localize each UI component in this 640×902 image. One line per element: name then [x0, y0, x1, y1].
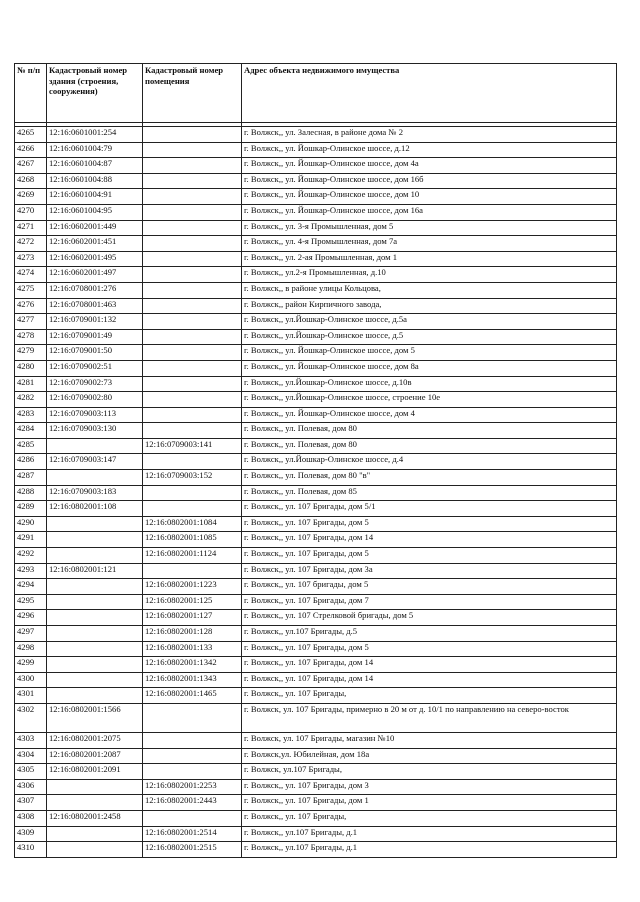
cell-address: г. Волжск,, ул. Йошкар-Олинское шоссе, д.12: [242, 142, 617, 158]
table-row: [15, 516, 617, 532]
cell-address: г. Волжск,, ул. 107 Бригады,: [242, 688, 617, 704]
cell-premises-cadastral: [143, 454, 242, 470]
table-row: [15, 532, 617, 548]
table-row: [15, 548, 617, 564]
cell-premises-cadastral: 12:16:0802001:125: [143, 594, 242, 610]
cell-address: г. Волжск,, ул. Полевая, дом 80: [242, 423, 617, 439]
table-row: [15, 703, 617, 732]
cell-premises-cadastral: 12:16:0802001:1084: [143, 516, 242, 532]
cell-address: г. Волжск,, ул. Йошкар-Олинское шоссе, дом 16б: [242, 173, 617, 189]
table-row: [15, 189, 617, 205]
table-row: [15, 779, 617, 795]
cell-number: 4304: [15, 748, 47, 764]
cell-building-cadastral: [47, 688, 143, 704]
cell-premises-cadastral: 12:16:0802001:2514: [143, 826, 242, 842]
header-building-cadastral: Кадастровый номер здания (строения, сооружения): [47, 64, 143, 123]
cell-address: г. Волжск, ул. 107 Бригады, примерно в 20 м от д. 10/1 по направлению на северо-восток: [242, 703, 617, 732]
table-row: [15, 267, 617, 283]
cell-address: г. Волжск,, ул. 107 Бригады, дом 7: [242, 594, 617, 610]
table-row: [15, 376, 617, 392]
cell-address: г. Волжск,, ул. Йошкар-Олинское шоссе, дом 4а: [242, 158, 617, 174]
cell-building-cadastral: [47, 438, 143, 454]
cell-building-cadastral: 12:16:0709003:183: [47, 485, 143, 501]
table-row: [15, 563, 617, 579]
cell-address: г. Волжск,ул. Юбилейная, дом 18а: [242, 748, 617, 764]
table-row: [15, 672, 617, 688]
cell-number: 4308: [15, 810, 47, 826]
cell-premises-cadastral: [143, 392, 242, 408]
table-row: [15, 579, 617, 595]
cell-building-cadastral: 12:16:0709001:49: [47, 329, 143, 345]
cell-address: г. Волжск,, ул.Йошкар-Олинское шоссе, строение 10е: [242, 392, 617, 408]
table-row: [15, 641, 617, 657]
table-row: [15, 173, 617, 189]
cell-premises-cadastral: 12:16:0709003:141: [143, 438, 242, 454]
cell-address: г. Волжск,, ул.107 Бригады, д.5: [242, 626, 617, 642]
cell-building-cadastral: [47, 779, 143, 795]
table-row: [15, 158, 617, 174]
header-number: № п/п: [15, 64, 47, 123]
cell-building-cadastral: 12:16:0802001:108: [47, 501, 143, 517]
cell-premises-cadastral: [143, 407, 242, 423]
cell-premises-cadastral: [143, 127, 242, 143]
cell-building-cadastral: [47, 594, 143, 610]
cell-number: 4268: [15, 173, 47, 189]
cell-premises-cadastral: [143, 158, 242, 174]
cell-building-cadastral: [47, 516, 143, 532]
cell-number: 4281: [15, 376, 47, 392]
cell-number: 4290: [15, 516, 47, 532]
cell-number: 4307: [15, 795, 47, 811]
cell-number: 4293: [15, 563, 47, 579]
cell-number: 4274: [15, 267, 47, 283]
table-row: [15, 236, 617, 252]
cell-address: г. Волжск,, ул. 3-я Промышленная, дом 5: [242, 220, 617, 236]
cell-premises-cadastral: [143, 423, 242, 439]
cell-building-cadastral: 12:16:0709003:147: [47, 454, 143, 470]
cell-premises-cadastral: [143, 732, 242, 748]
table-row: [15, 657, 617, 673]
cell-premises-cadastral: 12:16:0802001:128: [143, 626, 242, 642]
cell-address: г. Волжск,, ул. 107 Бригады,: [242, 810, 617, 826]
table-row: [15, 423, 617, 439]
cell-premises-cadastral: [143, 204, 242, 220]
cell-premises-cadastral: 12:16:0802001:2253: [143, 779, 242, 795]
table-row: [15, 329, 617, 345]
table-row: [15, 470, 617, 486]
document-page: [14, 63, 616, 858]
cell-number: 4300: [15, 672, 47, 688]
cell-number: 4282: [15, 392, 47, 408]
cell-address: г. Волжск,, ул. 107 Бригады, дом 14: [242, 672, 617, 688]
header-address: Адрес объекта недвижимого имущества: [242, 64, 617, 123]
cell-address: г. Волжск,, ул.Йошкар-Олинское шоссе, д.5а: [242, 314, 617, 330]
table-row: [15, 485, 617, 501]
cell-building-cadastral: 12:16:0709002:73: [47, 376, 143, 392]
cell-number: 4276: [15, 298, 47, 314]
cell-number: 4287: [15, 470, 47, 486]
cell-building-cadastral: [47, 579, 143, 595]
cell-premises-cadastral: [143, 173, 242, 189]
table-row: [15, 392, 617, 408]
cell-premises-cadastral: 12:16:0802001:2443: [143, 795, 242, 811]
cell-number: 4303: [15, 732, 47, 748]
cell-building-cadastral: 12:16:0802001:2087: [47, 748, 143, 764]
cell-number: 4284: [15, 423, 47, 439]
cell-premises-cadastral: [143, 764, 242, 780]
cell-premises-cadastral: [143, 220, 242, 236]
table-row: [15, 626, 617, 642]
cell-number: 4299: [15, 657, 47, 673]
cell-address: г. Волжск,, ул. Йошкар-Олинское шоссе, дом 10: [242, 189, 617, 205]
cell-address: г. Волжск,, ул. 107 Бригады, дом 5: [242, 516, 617, 532]
cell-premises-cadastral: [143, 485, 242, 501]
cell-building-cadastral: 12:16:0709003:130: [47, 423, 143, 439]
cell-address: г. Волжск,, ул. Полевая, дом 80: [242, 438, 617, 454]
cell-premises-cadastral: [143, 360, 242, 376]
table-row: [15, 764, 617, 780]
table-row: [15, 810, 617, 826]
header-premises-cadastral: Кадастровый номер помещения: [143, 64, 242, 123]
cell-address: г. Волжск,, ул. Йошкар-Олинское шоссе, дом 5: [242, 345, 617, 361]
cell-building-cadastral: 12:16:0708001:276: [47, 282, 143, 298]
cell-premises-cadastral: [143, 142, 242, 158]
cell-building-cadastral: 12:16:0602001:449: [47, 220, 143, 236]
cell-number: 4297: [15, 626, 47, 642]
cell-address: г. Волжск,, ул. 107 Бригады, дом 5/1: [242, 501, 617, 517]
cell-number: 4310: [15, 842, 47, 858]
cell-building-cadastral: [47, 657, 143, 673]
cell-address: г. Волжск,, ул. 107 Бригады, дом 3а: [242, 563, 617, 579]
table-row: [15, 826, 617, 842]
cell-number: 4285: [15, 438, 47, 454]
cell-premises-cadastral: [143, 236, 242, 252]
cell-building-cadastral: [47, 641, 143, 657]
table-row: [15, 360, 617, 376]
cell-premises-cadastral: [143, 298, 242, 314]
cell-number: 4286: [15, 454, 47, 470]
cell-premises-cadastral: [143, 748, 242, 764]
table-row: [15, 314, 617, 330]
cell-building-cadastral: [47, 842, 143, 858]
table-row: [15, 345, 617, 361]
cell-number: 4288: [15, 485, 47, 501]
cell-number: 4305: [15, 764, 47, 780]
cell-number: 4275: [15, 282, 47, 298]
cell-number: 4301: [15, 688, 47, 704]
cell-building-cadastral: [47, 795, 143, 811]
table-row: [15, 842, 617, 858]
cell-address: г. Волжск,, ул. Полевая, дом 80 "в": [242, 470, 617, 486]
table-row: [15, 298, 617, 314]
cell-premises-cadastral: 12:16:0802001:1223: [143, 579, 242, 595]
table-row: [15, 282, 617, 298]
cell-premises-cadastral: 12:16:0802001:1085: [143, 532, 242, 548]
cell-address: г. Волжск,, ул.107 Бригады, д.1: [242, 826, 617, 842]
cell-number: 4269: [15, 189, 47, 205]
cell-number: 4289: [15, 501, 47, 517]
cell-premises-cadastral: 12:16:0802001:127: [143, 610, 242, 626]
cell-address: г. Волжск,, ул. 107 Бригады, дом 14: [242, 657, 617, 673]
cell-premises-cadastral: [143, 345, 242, 361]
table-row: [15, 795, 617, 811]
cell-building-cadastral: 12:16:0802001:1566: [47, 703, 143, 732]
cell-premises-cadastral: [143, 189, 242, 205]
cell-number: 4277: [15, 314, 47, 330]
cell-address: г. Волжск,, ул.107 Бригады, д.1: [242, 842, 617, 858]
table-row: [15, 594, 617, 610]
cell-building-cadastral: 12:16:0601004:91: [47, 189, 143, 205]
cell-number: 4273: [15, 251, 47, 267]
table-row: [15, 204, 617, 220]
cell-building-cadastral: 12:16:0802001:2458: [47, 810, 143, 826]
cell-number: 4283: [15, 407, 47, 423]
cell-building-cadastral: 12:16:0601004:79: [47, 142, 143, 158]
cell-address: г. Волжск,, ул.Йошкар-Олинское шоссе, д.5: [242, 329, 617, 345]
cell-address: г. Волжск,, ул. Залесная, в районе дома № 2: [242, 127, 617, 143]
table-row: [15, 610, 617, 626]
cell-premises-cadastral: [143, 563, 242, 579]
cell-building-cadastral: 12:16:0602001:495: [47, 251, 143, 267]
cell-premises-cadastral: [143, 376, 242, 392]
table-row: [15, 127, 617, 143]
cell-address: г. Волжск,, ул. 107 Стрелковой бригады, дом 5: [242, 610, 617, 626]
cell-building-cadastral: 12:16:0602001:497: [47, 267, 143, 283]
table-row: [15, 501, 617, 517]
table-row: [15, 688, 617, 704]
cell-number: 4292: [15, 548, 47, 564]
cell-premises-cadastral: [143, 501, 242, 517]
cell-building-cadastral: 12:16:0708001:463: [47, 298, 143, 314]
cell-building-cadastral: 12:16:0601004:95: [47, 204, 143, 220]
cell-number: 4306: [15, 779, 47, 795]
cell-building-cadastral: 12:16:0601001:254: [47, 127, 143, 143]
cell-building-cadastral: 12:16:0709002:51: [47, 360, 143, 376]
table-row: [15, 732, 617, 748]
cell-number: 4302: [15, 703, 47, 732]
cell-address: г. Волжск,, ул. 107 бригады, дом 5: [242, 579, 617, 595]
table-row: [15, 220, 617, 236]
cell-address: г. Волжск,, ул. Йошкар-Олинское шоссе, дом 16а: [242, 204, 617, 220]
cell-building-cadastral: 12:16:0709002:80: [47, 392, 143, 408]
cell-building-cadastral: 12:16:0802001:2091: [47, 764, 143, 780]
cell-address: г. Волжск,, ул. 4-я Промышленная, дом 7а: [242, 236, 617, 252]
cell-address: г. Волжск,, ул. 107 Бригады, дом 3: [242, 779, 617, 795]
cell-number: 4294: [15, 579, 47, 595]
table-body: [15, 127, 617, 858]
table-row: [15, 251, 617, 267]
cell-premises-cadastral: 12:16:0802001:1342: [143, 657, 242, 673]
cell-premises-cadastral: [143, 329, 242, 345]
cell-premises-cadastral: 12:16:0709003:152: [143, 470, 242, 486]
cell-building-cadastral: 12:16:0709001:132: [47, 314, 143, 330]
cell-address: г. Волжск,, ул. 107 Бригады, дом 14: [242, 532, 617, 548]
cell-address: г. Волжск,, район Кирпичного завода,: [242, 298, 617, 314]
cell-address: г. Волжск,, ул. 107 Бригады, дом 5: [242, 641, 617, 657]
cell-number: 4280: [15, 360, 47, 376]
cell-building-cadastral: 12:16:0602001:451: [47, 236, 143, 252]
cell-address: г. Волжск,, ул.2-я Промышленная, д.10: [242, 267, 617, 283]
cell-address: г. Волжск,, в районе улицы Кольцова,: [242, 282, 617, 298]
cell-premises-cadastral: [143, 251, 242, 267]
cell-premises-cadastral: [143, 282, 242, 298]
cell-number: 4272: [15, 236, 47, 252]
cell-premises-cadastral: [143, 703, 242, 732]
cell-premises-cadastral: [143, 267, 242, 283]
cell-number: 4265: [15, 127, 47, 143]
cell-address: г. Волжск,, ул. 107 Бригады, дом 1: [242, 795, 617, 811]
cell-number: 4267: [15, 158, 47, 174]
cell-building-cadastral: [47, 672, 143, 688]
cell-number: 4278: [15, 329, 47, 345]
cell-address: г. Волжск,, ул.Йошкар-Олинское шоссе, д.4: [242, 454, 617, 470]
cell-building-cadastral: 12:16:0709003:113: [47, 407, 143, 423]
cell-address: г. Волжск,, ул.Йошкар-Олинское шоссе, д.10в: [242, 376, 617, 392]
cell-address: г. Волжск,, ул. Йошкар-Олинское шоссе, дом 8а: [242, 360, 617, 376]
cell-building-cadastral: 12:16:0601004:87: [47, 158, 143, 174]
cell-number: 4296: [15, 610, 47, 626]
cell-premises-cadastral: [143, 810, 242, 826]
cell-premises-cadastral: 12:16:0802001:133: [143, 641, 242, 657]
cell-address: г. Волжск,, ул. Полевая, дом 85: [242, 485, 617, 501]
cell-address: г. Волжск,, ул. Йошкар-Олинское шоссе, дом 4: [242, 407, 617, 423]
cell-address: г. Волжск,, ул. 107 Бригады, дом 5: [242, 548, 617, 564]
table-row: [15, 142, 617, 158]
cell-building-cadastral: 12:16:0802001:121: [47, 563, 143, 579]
cell-building-cadastral: [47, 826, 143, 842]
cell-address: г. Волжск, ул.107 Бригады,: [242, 764, 617, 780]
cell-number: 4271: [15, 220, 47, 236]
cell-number: 4270: [15, 204, 47, 220]
cell-premises-cadastral: [143, 314, 242, 330]
table-header-row: [15, 64, 617, 123]
property-register-table: [14, 63, 617, 858]
cell-number: 4279: [15, 345, 47, 361]
cell-address: г. Волжск, ул. 107 Бригады, магазин №10: [242, 732, 617, 748]
table-row: [15, 748, 617, 764]
cell-building-cadastral: [47, 470, 143, 486]
cell-building-cadastral: 12:16:0601004:88: [47, 173, 143, 189]
table-row: [15, 454, 617, 470]
cell-number: 4291: [15, 532, 47, 548]
table-row: [15, 407, 617, 423]
cell-premises-cadastral: 12:16:0802001:1124: [143, 548, 242, 564]
cell-premises-cadastral: 12:16:0802001:2515: [143, 842, 242, 858]
table-row: [15, 438, 617, 454]
cell-building-cadastral: [47, 548, 143, 564]
cell-number: 4298: [15, 641, 47, 657]
cell-premises-cadastral: 12:16:0802001:1465: [143, 688, 242, 704]
cell-building-cadastral: [47, 626, 143, 642]
cell-address: г. Волжск,, ул. 2-ая Промышленная, дом 1: [242, 251, 617, 267]
cell-building-cadastral: [47, 610, 143, 626]
cell-number: 4266: [15, 142, 47, 158]
cell-premises-cadastral: 12:16:0802001:1343: [143, 672, 242, 688]
cell-building-cadastral: [47, 532, 143, 548]
cell-building-cadastral: 12:16:0802001:2075: [47, 732, 143, 748]
cell-number: 4295: [15, 594, 47, 610]
cell-number: 4309: [15, 826, 47, 842]
cell-building-cadastral: 12:16:0709001:50: [47, 345, 143, 361]
